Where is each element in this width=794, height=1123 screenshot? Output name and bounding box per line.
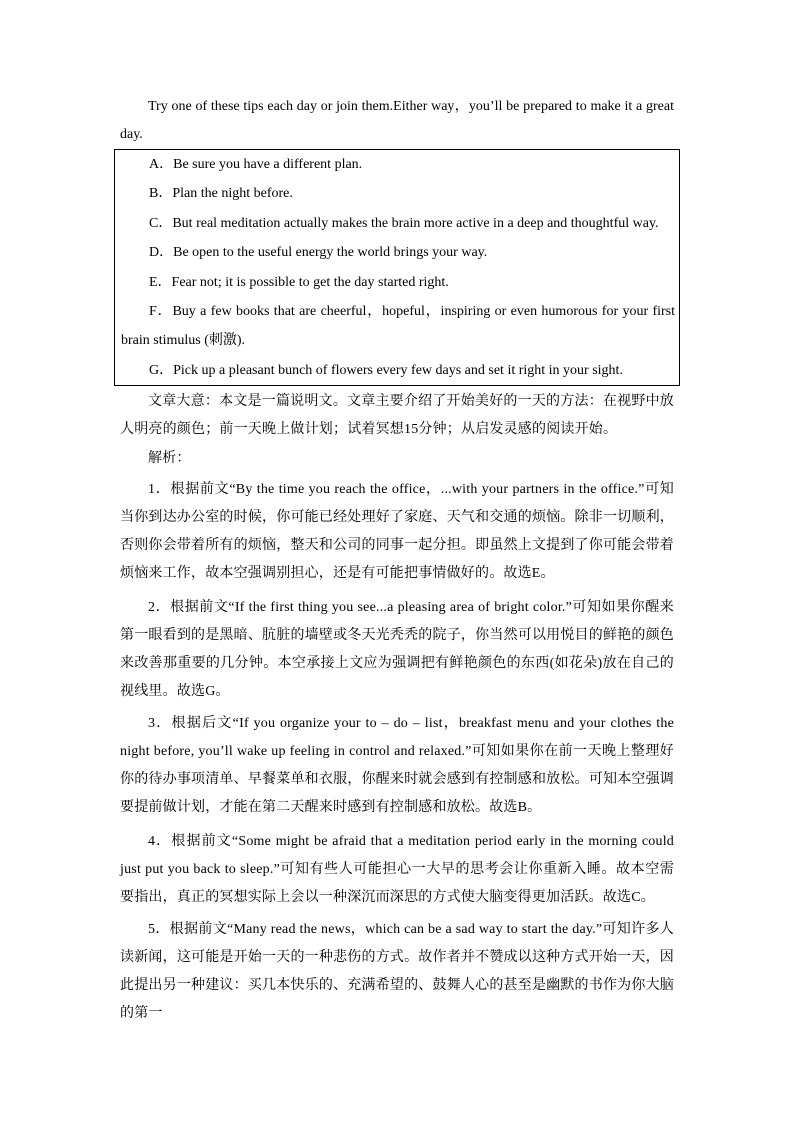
option-e: E．Fear not; it is possible to get the day started right. [149, 275, 449, 290]
explanation-5: 5．根据前文“Many read the news，which can be a sad way to start the day.”可知许多人读新闻，这可能是开始一天的一种悲伤的方式。故作者并不赞成以这种方式开始一天，因此提出另一种建议：买几本快乐的、充满希望的、鼓舞人心的甚至是幽默的书作为你大脑的第一 [120, 922, 674, 1021]
option-b: B．Plan the night before. [149, 186, 293, 201]
explanation-4: 4．根据前文“Some might be afraid that a meditation period early in the morning could just put you back to sleep.”可知有些人可能担心一大早的思考会让你重新入睡。故本空需要指出，真正的冥想实际上会以一种深沉而深思的方式使大脑变得更加活跃。故选C。 [120, 834, 674, 905]
explanation-1: 1．根据前文“By the time you reach the office，...with your partners in the office.”可知当你到达办公室的时候，你可能已经处理好了家庭、天气和交通的烦恼。除非一切顺利，否则你会带着所有的烦恼，整天和公司的同事一起分担。即虽然上文提到了你可能会带着烦恼来工作，故本空强调别担心，还是有可能把事情做好的。故选E。 [120, 482, 674, 581]
article-summary: 文章大意：本文是一篇说明文。文章主要介绍了开始美好的一天的方法：在视野中放人明亮的颜色；前一天晚上做计划；试着冥想15分钟；从启发灵感的阅读开始。 [120, 394, 674, 437]
option-f: F．Buy a few books that are cheerful，hopeful，inspiring or even humorous for your first brain stimulus (刺激). [121, 304, 675, 348]
explanation-3: 3．根据后文“If you organize your to – do – list，breakfast menu and your clothes the night before, you’ll wake up feeling in control and relaxed.”可知如果你在前一天晚上整理好你的待办事项清单、早餐菜单和衣服，你醒来时就会感到有控制感和放松。可知本空强调要提前做计划，才能在第二天醒来时感到有控制感和放松。故选B。 [120, 716, 674, 815]
options-box [114, 149, 680, 386]
option-g: G．Pick up a pleasant bunch of flowers every few days and set it right in your sight. [149, 363, 623, 378]
option-d: D．Be open to the useful energy the world brings your way. [149, 245, 488, 260]
option-a: A．Be sure you have a different plan. [149, 157, 363, 172]
analysis-label: 解析： [148, 451, 191, 466]
option-c: C．But real meditation actually makes the brain more active in a deep and thoughtful way. [149, 216, 659, 231]
intro-paragraph: Try one of these tips each day or join them.Either way，you’ll be prepared to make it a great day. [120, 99, 674, 142]
explanation-2: 2．根据前文“If the first thing you see...a pleasing area of bright color.”可知如果你醒来第一眼看到的是黑暗、肮脏的墙壁或冬天光秃秃的院子，你当然可以用悦目的鲜艳的颜色来改善那重要的几分钟。本空承接上文应为强调把有鲜艳颜色的东西(如花朵)放在自己的视线里。故选G。 [120, 600, 674, 699]
